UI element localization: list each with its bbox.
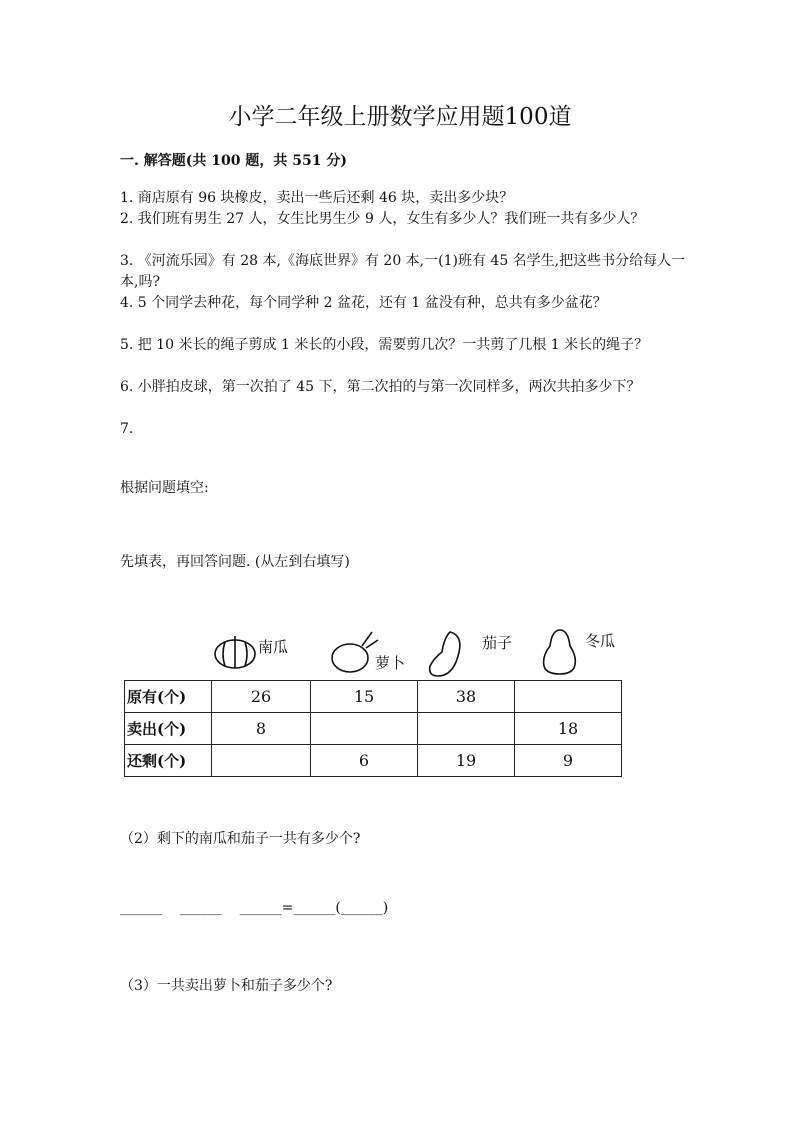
question-5: 5. 把 10 米长的绳子剪成 1 米长的小段，需要剪几次？一共剪了几根 1 米长的绳子？ (120, 337, 649, 353)
question-6: 6. 小胖拍皮球，第一次拍了 45 下，第二次拍的与第一次同样多，两次共拍多少下？ (120, 379, 641, 395)
table-row (125, 713, 622, 745)
table-cell: 15 (311, 681, 418, 713)
vegetable-label-wax-gourd: 冬瓜 (585, 632, 616, 650)
radish-icon (332, 632, 378, 672)
table-cell: 19 (418, 745, 515, 777)
row-label: 卖出(个) (125, 713, 212, 745)
sub-question-3: （3）一共卖出萝卜和茄子多少个? (120, 978, 333, 994)
table-cell: 26 (212, 681, 311, 713)
vegetable-table (124, 680, 622, 777)
page-title: 小学二年级上册数学应用题100道 (228, 104, 572, 130)
table-cell: 8 (212, 713, 311, 745)
table-cell (515, 681, 622, 713)
table-cell: 18 (515, 713, 622, 745)
table-row (125, 681, 622, 713)
table-cell: 6 (311, 745, 418, 777)
question-7: 7. (120, 421, 134, 437)
table-cell: 9 (515, 745, 622, 777)
pumpkin-icon (215, 636, 255, 668)
wax-gourd-icon (544, 630, 576, 674)
vegetable-label-radish: 萝卜 (375, 654, 406, 672)
section-heading: 一. 解答题(共 100 题，共 551 分) (120, 153, 347, 169)
table-cell (212, 745, 311, 777)
fill-prompt: 根据问题填空: (120, 480, 209, 496)
table-cell: 38 (418, 681, 515, 713)
vegetable-label-pumpkin: 南瓜 (258, 638, 289, 656)
question-3: 3. 《河流乐园》有 28 本,《海底世界》有 20 本,一(1)班有 45 名学生,把这些书分给每人一本,吗? (120, 253, 686, 290)
vegetable-label-eggplant: 茄子 (482, 634, 513, 652)
sub-question-2: （2）剩下的南瓜和茄子一共有多少个? (120, 831, 361, 847)
question-2: 2. 我们班有男生 27 人，女生比男生少 9 人，女生有多少人？我们班一共有多少人？ (120, 211, 645, 227)
table-cell (418, 713, 515, 745)
table-cell (311, 713, 418, 745)
question-4: 4. 5 个同学去种花，每个同学种 2 盆花，还有 1 盆没有种，总共有多少盆花？ (120, 295, 607, 311)
row-label: 原有(个) (125, 681, 212, 713)
answer-blanks[interactable]: ______ ______ ______=______(______) (120, 900, 389, 916)
eggplant-icon (430, 632, 460, 676)
table-row (125, 745, 622, 777)
row-label: 还剩(个) (125, 745, 212, 777)
table-prompt: 先填表，再回答问题. (从左到右填写) (120, 554, 350, 570)
question-1: 1. 商店原有 96 块橡皮，卖出一些后还剩 46 块，卖出多少块？ (120, 190, 514, 206)
